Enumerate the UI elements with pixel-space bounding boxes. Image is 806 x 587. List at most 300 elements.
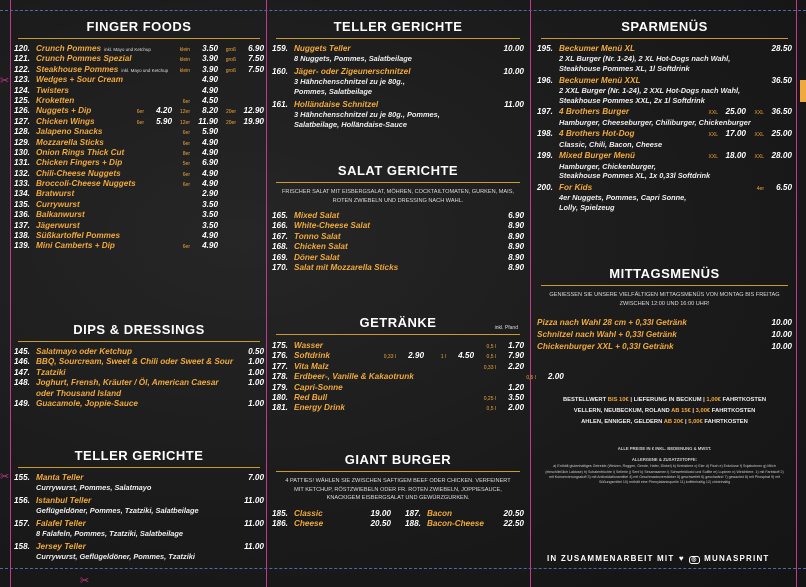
size-label: 6er [182,244,190,251]
item-name: Capri-Sonne [294,382,343,392]
item-name [36,179,172,189]
item-number: 126. [14,106,30,116]
item-name: Wasser [294,341,323,350]
item-name: Tzatziki [36,367,66,377]
item-number: 139. [14,241,30,251]
teller-section-left [14,445,264,565]
size-label: XXL [754,154,764,161]
menu-item-row [14,75,264,85]
item-name: 4 Brothers Burger [559,107,630,117]
menu-item-row [272,232,524,242]
size-label: XXL [708,132,718,139]
price: 36.50 [771,75,792,85]
item-name: Salat mit Mozzarella Sticks [294,262,399,272]
price: 2.90 [408,351,424,361]
item-number: 200. [537,182,553,192]
item-number: 134. [14,189,30,199]
menu-item-row [14,148,264,158]
price: 6.90 [508,211,524,220]
price: 22.50 [503,518,524,528]
item-number: 133. [14,179,30,189]
price: 4.90 [202,147,218,157]
menu-item-row [272,253,524,263]
item-name-text: Nuggets + Dip [36,106,92,116]
menu-item-row [537,107,792,117]
item-name [36,158,172,168]
item-description: 2 XXL Burger (Nr. 1-24), 2 XXL Hot-Dogs nach Wahl, [559,85,741,95]
item-name [36,96,172,106]
menu-item-row [14,231,264,241]
price: 8.90 [508,262,524,272]
price: 6.50 [776,182,792,192]
item-number: 125. [14,95,30,105]
menu-item-row [14,117,264,127]
menu-item-row [272,393,524,403]
price: 20.50 [503,508,524,518]
size-label: 20er [225,119,236,126]
menu-item-row [537,330,792,342]
section-title: TELLER GERICHTE [276,16,520,39]
collaboration-footer [547,548,792,566]
allergen-text: a) Enthält glutenhaltiges Getreide (Weizen, Roggen, Gerste, Hafer, Dinkel) b) Krebstiere c) Eier d) Fisch e) Erdnüsse f) Sojabohnen g) Milch (einschließlich Laktose) h) Schalenfrüchte i) Sellerie j) Senf k) Sesamsamen l) Schwefeldioxid und Sulfite m) Lupinen n) Weichtiere. 1) mit Farbstoff 2) mit Konservierungsstoff 3) mit Antioxidationsmittel 4) mit Geschmacksverstärker 5) geschwefelt 6) geschwärzt 7) gewachst 8) mit Phosphat 9) mit Süßungsmittel 10) enthält eine Phenylalaninquelle 11) koffeinhaltig 12) chininhaltig [545,464,784,485]
size-label: 5er [182,161,190,168]
item-number: 167. [272,231,288,241]
menu-item-row [14,473,264,483]
item-name: Holländaise Schnitzel [294,99,379,109]
mittag-section [537,263,792,354]
price: 5.90 [156,116,172,126]
size-label: klein [179,47,190,53]
size-label: groß [225,47,236,53]
menu-item-row [537,76,792,86]
item-description: Lolly, Spielzeug [559,202,615,212]
item-name: Erdbeer-, Vanille & Kakaotrunk [294,372,414,382]
menu-item-row [537,183,792,193]
item-name: Mixed Salat [294,211,340,220]
dips-section [14,319,264,409]
item-name: For Kids [559,182,593,192]
item-name-text: Bratwurst [36,189,75,199]
price: 2.20 [508,361,524,371]
item-name-text: Crunch Pommes [36,44,102,53]
menu-item-row [14,54,264,64]
item-name-text: Jägerwurst [36,220,80,230]
item-name: Joghurt, Frensh, Kräuter / Öl, American Caesar [36,378,219,388]
instagram-icon: ◎ [691,557,698,563]
item-number: 197. [537,107,553,117]
item-number: 168. [272,242,288,252]
item-number: 177. [272,361,288,371]
menu-item-row [14,179,264,189]
bleed-guide-right [796,0,797,587]
item-name: Bacon-Cheese [427,518,484,528]
item-description: Classic, Chili, Bacon, Cheese [559,139,663,149]
size-label: 6er [182,171,190,178]
price: 11.00 [244,541,264,551]
item-number: 199. [537,151,553,161]
item-name: Chicken Salat [294,242,348,252]
price: 36.50 [771,107,792,117]
menu-item-row [272,67,524,77]
size-label: 0,5 l [486,344,496,350]
price: 3.50 [202,44,218,53]
item-number: 186. [272,518,288,528]
item-number: 160. [272,66,288,76]
menu-item-row [272,372,564,382]
item-description: Steakhouse Pommes XL, 1l Softdrink [559,63,690,73]
item-number: 148. [14,378,30,388]
finger-foods-section [14,16,264,252]
sparmenu-list [537,44,792,214]
item-name: White-Cheese Salat [294,221,370,231]
item-name: Pizza nach Wahl 28 cm + 0,33l Getränk [537,318,687,327]
item-name [36,54,172,64]
size-label: 6er [182,140,190,147]
section-title: SALAT GERICHTE [276,160,520,183]
price: 19.00 [370,508,391,518]
item-number: 138. [14,231,30,241]
price: 19.90 [243,116,264,126]
item-number: 127. [14,116,30,126]
item-number: 179. [272,382,288,392]
delivery-info [537,395,792,428]
menu-item-row [537,318,792,330]
price: 4.90 [202,231,218,241]
price: 10.00 [503,66,524,76]
item-name: Guacamole, Joppie-Sauce [36,398,138,408]
section-title: SPARMENÜS [541,16,788,39]
item-name: Jäger- oder Zigeunerschnitzel [294,66,411,76]
collab-brand: MUNASPRINT [704,554,770,563]
menu-item-row [14,158,264,168]
item-name-text: Crunch Pommes Spezial [36,54,132,64]
size-label: 6er [136,109,144,116]
item-number: 147. [14,367,30,377]
size-label: groß [225,67,236,74]
size-label: 20er [225,109,236,116]
menu-item-row [14,389,264,399]
item-name: Cheese [294,518,324,528]
menu-item-row [14,241,264,251]
side-tab-marker [800,80,806,102]
mittag-description: GENIESSEN SIE UNSERE VIELFÄLTIGEN MITTAGSMENÜS VON MONTAG BIS FREITAG ZWISCHEN 12:00 UND 16:00 UHR! [549,292,780,307]
price: 11.90 [198,116,218,126]
item-number: 161. [272,99,288,109]
section-title: TELLER GERICHTE [18,445,260,468]
section-title: GETRÄNKE [276,312,520,335]
dips-list [14,347,264,409]
price: 1.70 [508,341,524,350]
item-name [36,127,172,137]
item-number: 135. [14,199,30,209]
menu-item-row [14,200,264,210]
item-number: 121. [14,54,30,64]
price: 25.00 [725,107,746,117]
item-description: Pommes, Salatbeilage [294,86,373,96]
price: 1.00 [248,378,264,388]
menu-item-row [272,100,524,110]
item-note: inkl. Mayo und Ketchup [104,47,151,52]
item-number: 146. [14,357,30,367]
size-label: 8er [182,150,190,157]
item-name [36,200,172,210]
size-label: klein [179,67,190,74]
size-label: 0,25 l [483,395,496,402]
menu-item-row [14,357,264,367]
item-name [36,86,172,96]
menu-item-row [14,378,264,388]
price: 28.00 [771,151,792,161]
price: 6.90 [202,158,218,168]
menu-item-row [272,383,524,393]
price: 8.90 [508,221,524,231]
bleed-guide-left [10,0,11,587]
price: 8.90 [508,252,524,262]
price: 11.00 [504,99,524,109]
item-number: 145. [14,347,30,356]
price: 2.00 [547,372,564,382]
item-name: Schnitzel nach Wahl + 0,33l Getränk [537,330,677,339]
price: 2.90 [202,189,218,199]
menu-item-row [14,519,264,529]
item-number: 196. [537,75,553,85]
item-name: Softdrink [294,351,330,361]
item-name-text: Onion Rings Thick Cut [36,147,125,157]
item-number: 157. [14,518,30,528]
price: 1.00 [248,367,264,377]
item-name: Manta Teller [36,473,84,482]
item-name-text: Mozzarella Sticks [36,137,104,147]
menu-item-row [14,399,264,409]
prices-note: ALLE PREISE IN € INKL. BEDIENUNG & MWST. [617,446,712,451]
item-name: Beckumer Menü XXL [559,75,641,85]
price: 8.90 [508,231,524,241]
size-label: groß [225,57,236,64]
drinks-list [272,341,564,414]
size-label: 6er [136,119,144,126]
price: 4.20 [156,106,172,116]
size-label: XXL [708,110,718,117]
price: 1.00 [248,398,264,408]
item-description: Currywurst, Geflügeldöner, Pommes, Tzatziki [36,552,195,562]
teller-section-middle [272,16,524,132]
sparmenu-section [537,16,792,214]
item-name-text: Mini Camberts + Dip [36,241,115,251]
item-name: Chickenburger XXL + 0,33l Getränk [537,342,674,351]
item-number: 136. [14,210,30,220]
scissors-icon: ✂ [0,471,10,483]
item-name: Falafel Teller [36,518,86,528]
size-label: klein [179,57,190,64]
item-name [36,75,172,85]
menu-item-row [272,44,524,54]
scissors-icon: ✂ [0,75,10,87]
item-number: 175. [272,341,288,350]
item-description: Geflügeldöner, Pommes, Tzatziki, Salatbeilage [36,506,199,516]
giant-burger-section [272,449,524,529]
item-number: 198. [537,129,553,139]
item-description: Currywurst, Pommes, Salatmayo [36,483,152,493]
teller-list [272,44,524,132]
item-name: 4 Brothers Hot-Dog [559,129,635,139]
item-description: 8 Nuggets, Pommes, Salatbeilage [294,54,412,64]
item-name [36,117,126,127]
item-number: 176. [272,351,288,361]
menu-item-row [272,519,524,529]
item-number: 169. [272,252,288,262]
price: 5.90 [202,127,218,137]
price: 7.50 [248,64,264,74]
item-name: BBQ, Sourcream, Sweet & Chili oder Sweet & Sour [36,357,233,367]
price: 4.50 [458,351,474,361]
salat-section [272,160,524,273]
price: 4.90 [202,85,218,95]
item-name-text: Balkanwurst [36,210,85,220]
item-name: Classic [294,508,323,518]
menu-item-row [272,242,524,252]
item-number: 122. [14,64,30,74]
price: 3.90 [202,64,218,74]
menu-item-row [272,221,524,231]
deposit-label: inkl. Pfand [494,325,518,331]
item-name [36,210,172,220]
item-description: Salatbeilage, Holländaise-Sauce [294,119,407,129]
price: 7.50 [248,54,264,64]
item-name-text: Currywurst [36,199,80,209]
price: 4.90 [202,137,218,147]
size-label: 4er [756,185,764,192]
item-name [36,241,172,251]
item-number: 165. [272,211,288,220]
price: 3.50 [508,392,524,402]
delivery-line-1: BESTELLWERT BIS 10€ | LIEFERUNG IN BECKUM | 1,00€ FAHRTKOSTEN [562,397,767,403]
size-label: 12er [179,109,190,116]
teller-list [14,473,264,565]
price: 10.00 [771,318,792,327]
item-name [36,221,172,231]
item-name-text: Chicken Fingers + Dip [36,158,123,168]
item-description: 3 Hähnchenschnitzel zu je 80g., [294,77,405,87]
item-description: 4er Nuggets, Pommes, Capri Sonne, [559,193,687,203]
item-number: 120. [14,44,30,53]
item-number: 188. [405,518,421,528]
delivery-line-2: VELLERN, NEUBECKUM, ROLAND AB 15€ | 3,00€ FAHRTKOSTEN [573,408,756,414]
size-label: 0,33 l [383,354,396,361]
fold-guide-2 [530,0,531,587]
menu-item-row [14,96,264,106]
menu-item-row [272,211,524,221]
price: 4.90 [202,168,218,178]
allergen-title: ALLERGENE & ZUSATZSTOFFE: [631,457,698,463]
item-number: 181. [272,403,288,413]
item-name-text: Twisters [36,85,69,95]
size-label: 0,5 l [526,375,536,382]
menu-item-row [272,351,524,361]
item-name-text: Chicken Wings [36,116,95,126]
price: 4.90 [202,241,218,251]
salat-description: FRISCHER SALAT MIT EISBERGSALAT, MÖHREN, COCKTAILTOMATEN, GURKEN, MAIS, ROTEN ZWIEBELN UND DRESSING NACH WAHL. [282,189,514,204]
section-title: DIPS & DRESSINGS [18,319,260,342]
item-name [36,138,172,148]
item-name [36,148,172,158]
item-number: 156. [14,495,30,505]
menu-item-row [14,65,264,75]
price: 0.50 [248,347,264,356]
item-description: Hamburger, Chickenburger, [559,161,656,171]
menu-item-row [14,347,264,357]
price: 4.90 [202,179,218,189]
item-name-text: Kroketten [36,95,75,105]
item-number: 170. [272,262,288,272]
item-name [36,169,172,179]
menu-item-row [272,509,524,519]
item-name: Istanbul Teller [36,495,92,505]
price: 10.00 [771,330,792,339]
section-title: GIANT BURGER [276,449,520,472]
item-number: 124. [14,85,30,95]
item-name: Nuggets Teller [294,44,351,53]
menu-item-row [14,44,264,54]
item-number: 187. [405,508,421,518]
item-name: Energy Drink [294,403,345,413]
item-number: 185. [272,508,288,518]
price: 3.90 [202,54,218,64]
menu-item-row [14,221,264,231]
item-name: Tonno Salat [294,231,341,241]
delivery-line-3: AHLEN, ENNIGER, GELDERN AB 20€ | 5,00€ FAHRTKOSTEN [581,419,748,425]
scissors-icon: ✂ [80,575,90,587]
size-label: 6er [182,130,190,137]
size-label: XXL [708,154,718,161]
item-description: Steakhouse Pommes XXL, 2x 1l Softdrink [559,95,705,105]
fold-guide-1 [266,0,267,587]
price: 7.00 [248,473,264,482]
size-label: 0,5 l [486,406,496,413]
size-label: 12er [179,119,190,126]
price: 18.00 [725,151,746,161]
item-name: Bacon [427,508,453,518]
item-description: 8 Falafeln, Pommes, Tzatziki, Salatbeilage [36,529,184,539]
item-number: 158. [14,541,30,551]
size-label: 6er [182,182,190,189]
column-right [537,0,792,587]
price: 6.90 [248,44,264,53]
item-name: Döner Salat [294,252,340,262]
menu-item-row [537,129,792,139]
price: 1.20 [508,382,524,392]
size-label: 6er [182,98,190,105]
section-title: FINGER FOODS [18,16,260,39]
item-number: 128. [14,127,30,137]
price: 3.50 [202,220,218,230]
item-name-text: Süßkartoffel Pommes [36,231,121,241]
size-label: XXL [754,132,764,139]
item-number: 129. [14,137,30,147]
menu-item-row [14,169,264,179]
menu-item-row [272,263,524,273]
size-label: 0,5 l [486,354,496,361]
price: 7.90 [508,351,524,361]
item-name: Jersey Teller [36,541,86,551]
menu-item-row [14,210,264,220]
price: 28.50 [771,44,792,53]
item-name: Salatmayo oder Ketchup [36,347,132,356]
salat-list [272,211,524,273]
item-name-text: Steakhouse Pommes [36,64,119,74]
item-number: 149. [14,398,30,408]
item-name [36,106,126,116]
price: 3.50 [202,199,218,209]
